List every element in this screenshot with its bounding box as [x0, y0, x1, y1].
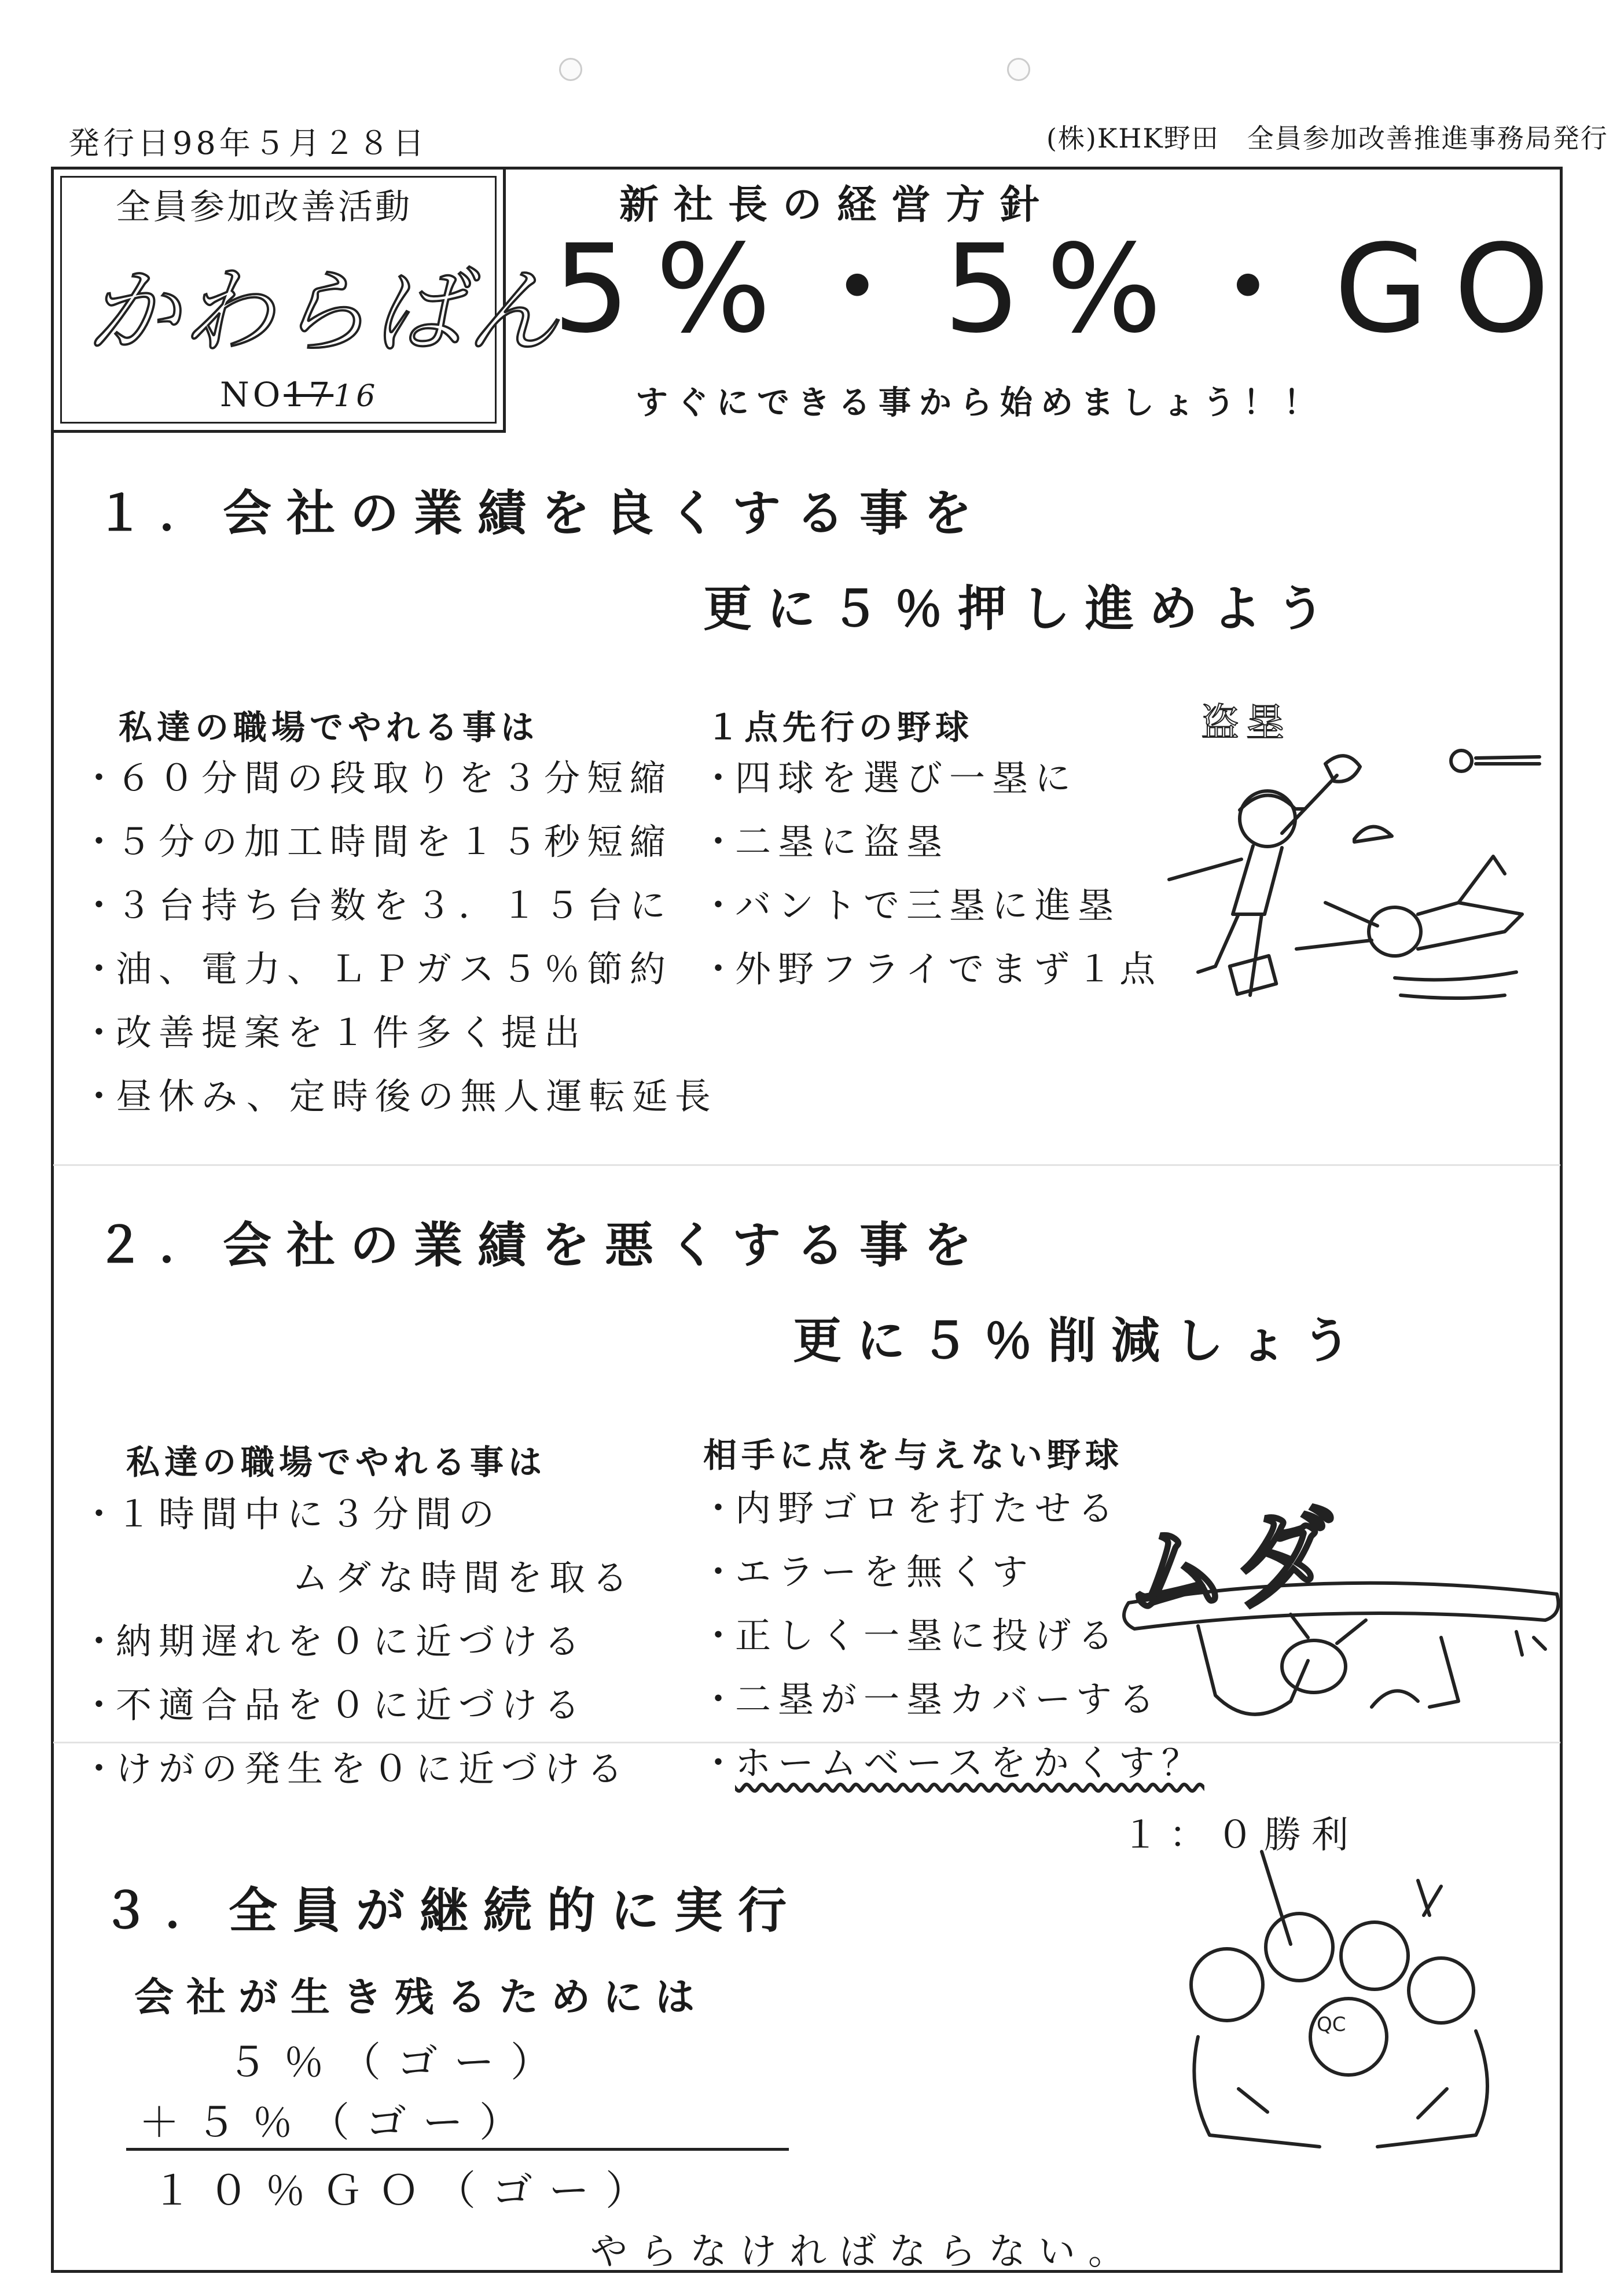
section1-heading-line2: 更に５％押し進めよう	[703, 580, 1340, 637]
list-item: ・１時間中に３分間の	[81, 1493, 502, 1535]
list-item: ・外野フライでまず１点	[700, 948, 1163, 990]
list-item: ・けがの発生を０に近づける	[81, 1747, 630, 1790]
list-item: ・納期遅れを０に近づける	[81, 1620, 587, 1662]
list-item: ・不適合品を０に近づける	[81, 1684, 587, 1726]
section1-right-list	[700, 746, 1162, 1001]
binder-hole-left	[559, 58, 582, 81]
team-huddle-illustration	[1175, 1846, 1511, 2158]
section2-right-title: 相手に点を与えない野球	[703, 1436, 1124, 1475]
section3-line2: ５％（ゴー）	[227, 2039, 567, 2086]
list-item: ムダな時間を取る	[292, 1557, 635, 1599]
banner-tagline: すぐにできる事から始めましょう！！	[635, 384, 1324, 422]
list-item: ・正しく一塁に投げる	[700, 1614, 1121, 1657]
section3-line1: 会社が生き残るためには	[134, 1975, 708, 2021]
section1-heading-line1: １．会社の業績を良くする事を	[95, 485, 987, 542]
score-result: １：０勝利	[1122, 1814, 1359, 1857]
section3-heading: ３．全員が継続的に実行	[101, 1882, 802, 1939]
title-subtitle: 全員参加改善活動	[116, 187, 412, 227]
section3-line3: ＋５％（ゴー）	[139, 2099, 536, 2146]
list-item: ・５分の加工時間を１５秒短縮	[81, 820, 673, 863]
section2-left-list	[81, 1482, 635, 1801]
section1-right-title: １点先行の野球	[706, 708, 974, 747]
issue-number	[220, 375, 379, 414]
stealing-base-illustration	[1146, 741, 1551, 1042]
issue-date: 発行日98年５月２８日	[68, 125, 428, 161]
section2-heading-line1: ２．会社の業績を悪くする事を	[95, 1217, 987, 1274]
banner-heading: 新社長の経営方針	[619, 182, 1055, 228]
section3-line4: １０％ＧＯ（ゴー）	[152, 2167, 662, 2214]
binder-hole-right	[1007, 58, 1030, 81]
list-item: ・エラーを無くす	[700, 1551, 1035, 1593]
list-item: ・四球を選び一塁に	[700, 757, 1078, 799]
kawaraban-logo: かわらばん	[87, 257, 562, 366]
section3-line5: やらなければならない。	[590, 2231, 1138, 2273]
list-item: ・二塁に盗塁	[700, 820, 950, 863]
steal-label: 盗塁	[1201, 700, 1291, 745]
issue-number-handwritten: 16	[333, 379, 379, 414]
list-item: ・バントで三塁に進塁	[700, 884, 1121, 926]
list-item: ・改善提案を１件多く提出	[81, 1011, 587, 1054]
list-item: ・６０分間の段取りを３分短縮	[81, 757, 673, 799]
fold-line	[53, 1164, 1560, 1166]
issue-number-prefix: NO	[220, 375, 284, 414]
list-item: ・内野ゴロを打たせる	[700, 1487, 1121, 1529]
qc-label: QC	[1317, 2013, 1346, 2036]
list-item: ・３台持ち台数を３．１５台に	[81, 884, 673, 926]
list-item: ・ホームベースをかくす？	[700, 1742, 1204, 1784]
list-item: ・昼休み、定時後の無人運転延長	[81, 1075, 718, 1117]
sum-rule	[126, 2148, 789, 2151]
muda-illustration	[1117, 1429, 1563, 1753]
banner-slogan: 5%・5%・GO	[553, 218, 1575, 360]
section1-left-title: 私達の職場でやれる事は	[119, 708, 539, 747]
muda-label: ムダ	[1116, 1493, 1349, 1637]
publisher: (株)KHK野田 全員参加改善推進事務局発行	[1046, 123, 1608, 154]
section2-left-title: 私達の職場でやれる事は	[126, 1443, 547, 1482]
list-item: ・油、電力、ＬＰガス５％節約	[81, 948, 673, 990]
section2-heading-line2: 更に５％削減しょう	[793, 1312, 1366, 1369]
issue-number-struck: 17	[284, 375, 334, 414]
section1-left-list	[81, 746, 718, 1128]
list-item: ・二塁が一塁カバーする	[700, 1678, 1162, 1720]
